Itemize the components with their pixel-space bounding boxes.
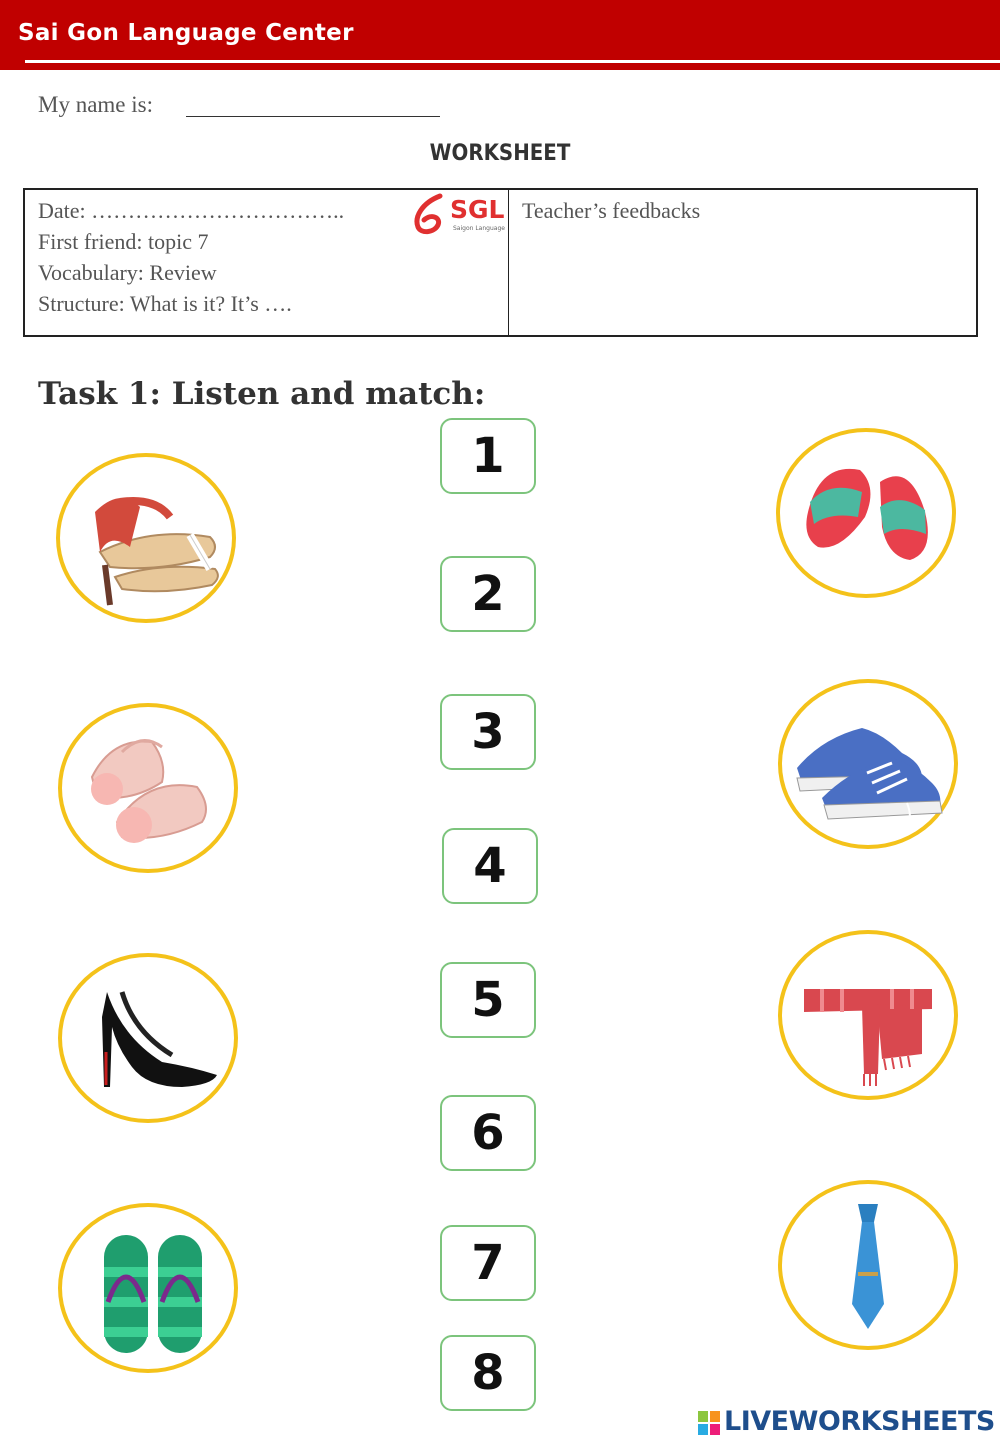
banner-divider (25, 60, 1000, 63)
worksheet-title: WORKSHEET (429, 141, 571, 166)
picture-slippers[interactable] (776, 428, 956, 598)
header-banner (0, 0, 1000, 70)
number-box-1[interactable]: 1 (440, 418, 536, 494)
high-heels-icon (62, 957, 234, 1119)
picture-tie[interactable] (778, 1180, 958, 1350)
liveworksheets-logo (698, 1408, 994, 1438)
number-box-2[interactable]: 2 (440, 556, 536, 632)
structure-line: Structure: What is it? It’s …. (38, 291, 292, 316)
slippers-icon (780, 432, 952, 594)
tie-icon (782, 1184, 954, 1346)
teacher-feedback-label: Teacher’s feedbacks (522, 198, 701, 223)
picture-flip-flops[interactable] (58, 1203, 238, 1373)
number-box-6[interactable]: 6 (440, 1095, 536, 1171)
name-label: My name is: (38, 92, 153, 117)
name-input-line[interactable] (186, 116, 440, 117)
scarf-icon (782, 934, 954, 1096)
task-title: Task 1: Listen and match: (38, 376, 486, 412)
date-line: Date: …………………………….. (38, 198, 345, 223)
picture-pink-shoes[interactable] (58, 703, 238, 873)
picture-scarf[interactable] (778, 930, 958, 1100)
liveworksheets-icon (698, 1411, 720, 1435)
picture-sandals[interactable] (56, 453, 236, 623)
number-box-3[interactable]: 3 (440, 694, 536, 770)
picture-sneakers[interactable] (778, 679, 958, 849)
sgl-logo-text: SGL (450, 195, 505, 224)
picture-high-heels[interactable] (58, 953, 238, 1123)
sgl-logo-subtext: Saigon Language (453, 225, 505, 232)
center-name: Sai Gon Language Center (18, 20, 354, 46)
sneakers-icon (782, 683, 954, 845)
number-box-7[interactable]: 7 (440, 1225, 536, 1301)
info-divider (508, 188, 509, 337)
flip-flops-icon (62, 1207, 234, 1369)
sandals-icon (60, 457, 232, 619)
sgl-swirl-icon (412, 193, 452, 237)
number-box-5[interactable]: 5 (440, 962, 536, 1038)
pink-shoes-icon (62, 707, 234, 869)
vocabulary-line: Vocabulary: Review (38, 260, 217, 285)
number-box-8[interactable]: 8 (440, 1335, 536, 1411)
lesson-line: First friend: topic 7 (38, 229, 209, 254)
number-box-4[interactable]: 4 (442, 828, 538, 904)
liveworksheets-brand: LIVEWORKSHEETS (724, 1406, 995, 1437)
sgl-logo (412, 193, 508, 237)
